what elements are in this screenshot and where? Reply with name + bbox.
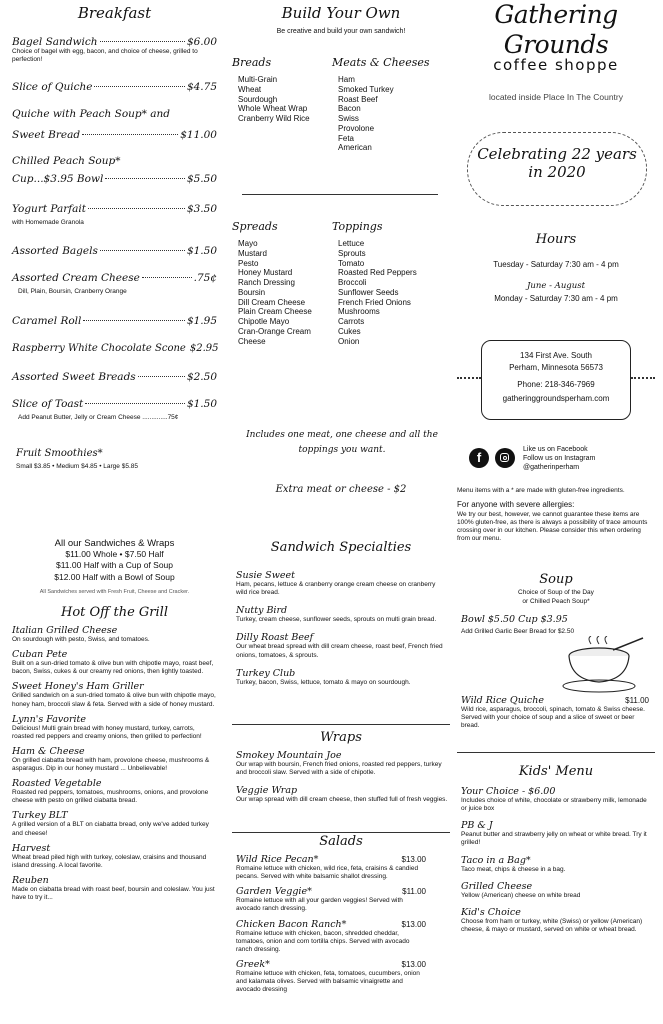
item-price: $11.00 bbox=[402, 887, 426, 897]
item-price: $2.95 bbox=[189, 343, 219, 354]
list-item: Cranberry Wild Rice bbox=[238, 114, 310, 123]
item-name: Garden Veggie* bbox=[236, 886, 312, 898]
meats-title: Meats & Cheeses bbox=[332, 56, 430, 69]
item-name: Sweet Honey's Ham Griller bbox=[12, 681, 144, 693]
item-name-line2: Cup...$3.95 Bowl bbox=[12, 173, 104, 185]
item-desc: Made on ciabatta bread with roast beef, boursin and coleslaw. You just have to try it... bbox=[12, 885, 215, 901]
item-name: Cuban Pete bbox=[12, 649, 68, 661]
address-line1: 134 First Ave. South bbox=[520, 351, 592, 360]
pricing-note: All Sandwiches served with Fresh Fruit, Cheese and Cracker. bbox=[39, 589, 190, 596]
allergy-text: We try our best, however, we cannot guarantee these items are 100% gluten-free, as there is always a possibility of trace amounts crossing over in our kitchen. Please consider this when ordering from our menu. bbox=[457, 511, 648, 543]
website-link[interactable]: gatheringgroundsperham.com bbox=[502, 394, 610, 403]
item-name: Roasted Vegetable bbox=[12, 778, 102, 790]
item-price: $4.75 bbox=[186, 81, 217, 93]
meats-group bbox=[332, 56, 450, 153]
list-item: French Fried Onions bbox=[338, 297, 411, 307]
brand-tagline: coffee shoppe bbox=[493, 56, 619, 74]
item-desc: Turkey, bacon, Swiss, lettuce, tomato & mayo on sourdough. bbox=[236, 678, 411, 686]
includes-note: Includes one meat, one cheese and all the toppings you want. bbox=[246, 430, 438, 456]
item-name-line2: Sweet Bread bbox=[12, 129, 81, 141]
menu-item bbox=[236, 854, 426, 881]
list-item: American bbox=[338, 143, 372, 153]
list-item: Provolone bbox=[338, 123, 375, 133]
item-name: Reuben bbox=[12, 874, 49, 886]
brand-location: located inside Place In The Country bbox=[488, 92, 624, 102]
item-desc: Romaine lettuce with chicken, bacon, shredded cheddar, tomatoes, onion and corn tortilla chips. Served with avocado ranch dressing. bbox=[236, 929, 410, 953]
item-desc: Taco meat, chips & cheese in a bag. bbox=[461, 865, 566, 873]
list-item: Multi-Grain bbox=[238, 75, 278, 84]
item-desc: Romaine lettuce with all your garden veggies! Served with avocado ranch dressing. bbox=[236, 897, 403, 913]
smoothies-title: Fruit Smoothies* bbox=[16, 448, 103, 459]
brand-logo: Gathering Grounds bbox=[494, 0, 618, 59]
soup-sub1: Choice of Soup of the Day bbox=[518, 589, 594, 596]
right-column bbox=[457, 0, 655, 1024]
item-desc: Roasted red peppers, tomatoes, mushrooms, onions, and provolone cheese with pesto on grilled ciabatta bread. bbox=[12, 789, 209, 805]
item-name: Assorted Bagels bbox=[12, 245, 98, 257]
item-desc: Built on a sun-dried tomato & olive bun with chipotle mayo, roast beef, bacon, Swiss, cukes & our creamy red onions, then lightly toasted. bbox=[12, 660, 214, 676]
social-handle: @gatherinperham bbox=[523, 463, 580, 471]
item-desc: Wheat bread piled high with turkey, coleslaw, craisins and thousand island dressing. A local favorite. bbox=[12, 853, 207, 869]
menu-item bbox=[12, 81, 217, 93]
item-desc: Turkey, cream cheese, sunflower seeds, sprouts on multi grain bread. bbox=[236, 616, 437, 624]
gluten-free-note: Menu items with a * are made with gluten-free ingredients. bbox=[457, 487, 625, 494]
list-item: Mustard bbox=[238, 248, 267, 258]
list-item: Sunflower Seeds bbox=[338, 287, 399, 297]
item-name: Wild Rice Quiche bbox=[461, 695, 544, 706]
menu-item bbox=[12, 272, 217, 296]
item-desc: Choice of bagel with egg, bacon, and choice of cheese, grilled to perfection! bbox=[12, 48, 198, 64]
menu-item bbox=[236, 570, 448, 597]
list-item: Cheese bbox=[238, 336, 266, 346]
item-name: Grilled Cheese bbox=[461, 880, 533, 892]
list-item: Pesto bbox=[238, 258, 259, 268]
item-name: Assorted Cream Cheese bbox=[12, 272, 140, 284]
item-name: Susie Sweet bbox=[236, 570, 295, 581]
middle-column bbox=[232, 0, 450, 1024]
item-price: $3.50 bbox=[186, 203, 217, 215]
menu-item bbox=[236, 785, 448, 804]
item-desc: Peanut butter and strawberry jelly on wheat or white bread. Try it grilled! bbox=[461, 831, 647, 847]
menu-item bbox=[236, 605, 448, 624]
menu-item bbox=[236, 750, 448, 777]
hours-summer-label: June - August bbox=[527, 281, 585, 291]
list-item: Broccoli bbox=[338, 278, 367, 287]
menu-item bbox=[461, 907, 651, 934]
menu-item bbox=[12, 108, 217, 141]
facebook-icon[interactable]: f bbox=[469, 448, 489, 468]
list-item: Cukes bbox=[338, 326, 361, 336]
spreads-list bbox=[232, 239, 332, 346]
menu-item bbox=[12, 810, 217, 837]
item-name: Assorted Sweet Breads bbox=[12, 371, 136, 383]
smoothies bbox=[16, 448, 138, 471]
list-item: Ham bbox=[338, 75, 355, 84]
item-name: Turkey BLT bbox=[12, 810, 68, 822]
anniversary-line1: Celebrating 22 years bbox=[477, 145, 637, 163]
item-name: Turkey Club bbox=[236, 667, 296, 679]
item-price: $11.00 bbox=[180, 129, 217, 141]
allergy-title: For anyone with severe allergies: bbox=[457, 500, 575, 509]
menu-item bbox=[12, 155, 217, 185]
list-item: Boursin bbox=[238, 287, 266, 297]
menu-item bbox=[12, 649, 217, 676]
item-name: Kid's Choice bbox=[461, 906, 521, 918]
item-name: PB & J bbox=[461, 820, 493, 832]
list-item: Lettuce bbox=[338, 239, 365, 248]
item-price: $11.00 bbox=[625, 696, 649, 705]
menu-item bbox=[461, 881, 651, 900]
list-item: Roast Beef bbox=[338, 94, 378, 104]
item-price: $13.00 bbox=[401, 919, 426, 929]
toppings-list bbox=[332, 239, 450, 346]
item-desc: Delicious! Multi grain bread with honey mustard, turkey, carrots, roasted red peppers and creamy onions, then grilled to perfection! bbox=[12, 724, 202, 740]
social-text bbox=[523, 446, 653, 472]
item-name: Greek* bbox=[236, 958, 270, 970]
wraps-list bbox=[236, 750, 448, 804]
item-name: Dilly Roast Beef bbox=[236, 632, 314, 644]
item-desc: Choose from ham or turkey, white (Swiss) or yellow (American) cheese, & mayo or mustard, served on white or wheat bread. bbox=[461, 917, 643, 933]
item-price: $1.95 bbox=[186, 315, 217, 327]
item-desc: Ham, pecans, lettuce & cranberry orange cream cheese on cranberry wild rice bread. bbox=[236, 581, 436, 597]
instagram-icon[interactable] bbox=[495, 448, 515, 468]
item-desc: On grilled ciabatta bread with ham, provolone cheese, mushrooms & asparagus. Dip in our honey mustard ... Unbelievable! bbox=[12, 756, 210, 772]
item-price: $13.00 bbox=[401, 959, 426, 969]
item-name: Yogurt Parfait bbox=[12, 203, 86, 215]
pricing-line: $12.00 Half with a Bowl of Soup bbox=[54, 571, 175, 582]
build-title: Build Your Own bbox=[281, 4, 401, 22]
menu-item bbox=[236, 668, 448, 687]
item-price: .75¢ bbox=[193, 272, 217, 284]
pricing-line: $11.00 Half with a Cup of Soup bbox=[55, 560, 174, 571]
menu-item bbox=[461, 855, 651, 874]
list-item: Cran-Orange Cream bbox=[238, 326, 311, 336]
hot-grill-list bbox=[12, 625, 217, 902]
item-desc: Includes choice of white, chocolate or strawberry milk, lemonade or juice box bbox=[461, 797, 647, 813]
meats-list bbox=[332, 75, 450, 153]
menu-item bbox=[236, 959, 426, 994]
hours-title: Hours bbox=[535, 232, 577, 247]
phone: Phone: 218-346-7969 bbox=[517, 380, 595, 389]
divider bbox=[242, 194, 438, 195]
contact-box bbox=[481, 340, 631, 420]
breads-group bbox=[232, 56, 332, 124]
anniversary-badge bbox=[467, 132, 647, 206]
hours-summer: Monday - Saturday 7:30 am - 4 pm bbox=[494, 294, 618, 303]
item-desc: Yellow (American) cheese on white bread bbox=[461, 891, 581, 899]
menu-item bbox=[461, 786, 651, 813]
item-desc: Dill, Plain, Boursin, Cranberry Orange bbox=[18, 288, 127, 295]
menu-item bbox=[12, 36, 217, 64]
social-line: Follow us on Instagram bbox=[523, 454, 596, 462]
soup-sub2: or Chilled Peach Soup* bbox=[522, 598, 590, 605]
list-item: Mayo bbox=[238, 239, 258, 248]
item-name: Italian Grilled Cheese bbox=[12, 625, 118, 636]
item-name: Smokey Mountain Joe bbox=[236, 750, 342, 761]
list-item: Sprouts bbox=[338, 248, 366, 258]
item-name: Bagel Sandwich bbox=[12, 36, 98, 48]
list-item: Roasted Red Peppers bbox=[338, 268, 417, 278]
hot-grill-title: Hot Off the Grill bbox=[60, 605, 168, 620]
item-desc: with Homemade Granola bbox=[12, 219, 84, 226]
menu-item bbox=[12, 315, 217, 327]
list-item: Wheat bbox=[238, 84, 262, 94]
spreads-title: Spreads bbox=[232, 220, 278, 233]
item-name: Your Choice - $6.00 bbox=[461, 786, 556, 797]
item-desc: Romaine lettuce with chicken, wild rice, feta, craisins & candied pecans. Served with white balsamic shallot dressing. bbox=[236, 865, 419, 881]
item-desc: Grilled sandwich on a sun-dried tomato & olive bun with chipotle mayo, honey ham, broccoli slaw & feta. Served with a side of honey mustard. bbox=[12, 692, 216, 708]
divider bbox=[457, 752, 655, 753]
smoothies-sizes: Small $3.85 • Medium $4.85 • Large $5.85 bbox=[16, 463, 138, 470]
list-item: Whole Wheat Wrap bbox=[238, 104, 308, 114]
item-name: Ham & Cheese bbox=[12, 745, 85, 757]
list-item: Plain Cream Cheese bbox=[238, 307, 312, 317]
menu-item bbox=[12, 343, 217, 354]
menu-item bbox=[236, 632, 448, 659]
list-item: Onion bbox=[338, 336, 360, 346]
list-item: Ranch Dressing bbox=[238, 278, 295, 287]
spreads-group bbox=[232, 220, 332, 346]
soup-title: Soup bbox=[539, 572, 573, 587]
soup-addon: Add Grilled Garlic Beer Bread for $2.50 bbox=[461, 628, 575, 635]
list-item: Mushrooms bbox=[338, 307, 380, 317]
kids-title: Kids' Menu bbox=[518, 764, 594, 779]
list-item: Dill Cream Cheese bbox=[238, 297, 306, 307]
item-name: Chilled Peach Soup* bbox=[12, 155, 121, 167]
list-item: Carrots bbox=[338, 317, 365, 326]
item-desc: Our wrap spread with dill cream cheese, then stuffed full of fresh veggies. bbox=[236, 796, 448, 804]
menu-item bbox=[12, 398, 217, 422]
kids-list bbox=[461, 786, 651, 934]
list-item: Swiss bbox=[338, 114, 359, 123]
menu-item bbox=[12, 371, 217, 383]
menu-item bbox=[12, 875, 217, 902]
item-price: $5.50 bbox=[186, 173, 217, 185]
menu-item bbox=[12, 746, 217, 773]
item-desc: On sourdough with pesto, Swiss, and tomatoes. bbox=[12, 636, 150, 643]
item-price: $13.00 bbox=[401, 855, 426, 864]
extra-note: Extra meat or cheese - $2 bbox=[275, 484, 407, 495]
list-item: Feta bbox=[338, 133, 355, 143]
item-price: $1.50 bbox=[186, 398, 217, 410]
item-desc: Our wheat bread spread with dill cream cheese, roast beef, French fried onions, tomatoes, & sprouts. bbox=[236, 643, 443, 659]
item-name: Veggie Wrap bbox=[236, 785, 298, 797]
menu-item bbox=[12, 778, 217, 805]
item-name: Nutty Bird bbox=[236, 605, 288, 617]
salads-list bbox=[236, 854, 426, 994]
toppings-title: Toppings bbox=[332, 220, 383, 233]
toppings-group bbox=[332, 220, 450, 346]
menu-item bbox=[236, 886, 426, 913]
item-name: Taco in a Bag* bbox=[461, 854, 531, 866]
item-price: $1.50 bbox=[186, 245, 217, 257]
menu-item bbox=[12, 245, 217, 257]
social-line: Like us on Facebook bbox=[523, 446, 588, 453]
salads-title: Salads bbox=[319, 834, 363, 849]
decor-dots-left bbox=[457, 377, 481, 379]
wraps-title: Wraps bbox=[320, 730, 362, 745]
item-price: $6.00 bbox=[186, 36, 217, 48]
item-desc: Romaine lettuce with chicken, feta, tomatoes, cucumbers, onion and kalamata olives. Served with balsamic vinaigrette and avocado dressing bbox=[236, 969, 420, 994]
specialties-list bbox=[236, 570, 448, 687]
anniversary-line2: in 2020 bbox=[528, 163, 586, 181]
menu-item bbox=[12, 714, 217, 741]
decor-dots-right bbox=[631, 377, 655, 379]
list-item: Tomato bbox=[338, 258, 365, 268]
hours-regular: Tuesday - Saturday 7:30 am - 4 pm bbox=[493, 260, 619, 269]
item-name: Slice of Quiche bbox=[12, 81, 93, 93]
list-item: Bacon bbox=[338, 104, 361, 114]
item-desc: Wild rice, asparagus, broccoli, spinach, tomato & Swiss cheese. Served with your choice of soup and a slice of sweet or beer bread. bbox=[461, 706, 645, 730]
sandwich-pricing bbox=[12, 538, 217, 595]
menu-item bbox=[236, 919, 426, 954]
item-name: Caramel Roll bbox=[12, 315, 82, 327]
item-name: Wild Rice Pecan* bbox=[236, 854, 319, 865]
menu-item bbox=[12, 681, 217, 708]
breads-list bbox=[232, 75, 332, 124]
item-name: Slice of Toast bbox=[12, 398, 84, 410]
quiche-item bbox=[461, 695, 649, 730]
list-item: Sourdough bbox=[238, 94, 278, 104]
build-subtitle: Be creative and build your own sandwich! bbox=[276, 28, 406, 35]
list-item: Chipotle Mayo bbox=[238, 317, 290, 326]
item-name: Quiche with Peach Soup* and bbox=[12, 108, 170, 120]
item-desc: Our wrap with boursin, French fried onions, roasted red peppers, turkey and broccoli slaw. Served with a side of chipotle. bbox=[236, 761, 442, 777]
breakfast-title: Breakfast bbox=[77, 4, 152, 22]
item-name: Raspberry White Chocolate Scone bbox=[12, 343, 186, 354]
specialties-title: Sandwich Specialties bbox=[270, 540, 412, 555]
menu-item bbox=[12, 843, 217, 870]
soup-bowl-icon bbox=[561, 636, 645, 694]
item-price: $2.50 bbox=[186, 371, 217, 383]
menu-item bbox=[461, 820, 651, 847]
soup-prices: Bowl $5.50 Cup $3.95 bbox=[461, 614, 568, 625]
pricing-line: $11.00 Whole • $7.50 Half bbox=[65, 549, 164, 559]
item-desc: Add Peanut Butter, Jelly or Cream Cheese ..............75¢ bbox=[18, 414, 179, 421]
menu-item bbox=[12, 203, 217, 227]
divider bbox=[232, 724, 450, 725]
item-name: Harvest bbox=[12, 842, 51, 854]
pricing-title: All our Sandwiches & Wraps bbox=[54, 538, 175, 549]
item-name: Chicken Bacon Ranch* bbox=[236, 918, 347, 930]
menu-item bbox=[12, 625, 217, 644]
item-desc: A grilled version of a BLT on ciabatta bread, only we've added turkey and cheese! bbox=[12, 821, 209, 837]
item-name: Lynn's Favorite bbox=[12, 713, 86, 725]
list-item: Smoked Turkey bbox=[338, 84, 394, 94]
divider bbox=[232, 832, 450, 833]
breads-title: Breads bbox=[232, 56, 272, 69]
list-item: Honey Mustard bbox=[238, 268, 293, 278]
address-line2: Perham, Minnesota 56573 bbox=[509, 363, 603, 372]
